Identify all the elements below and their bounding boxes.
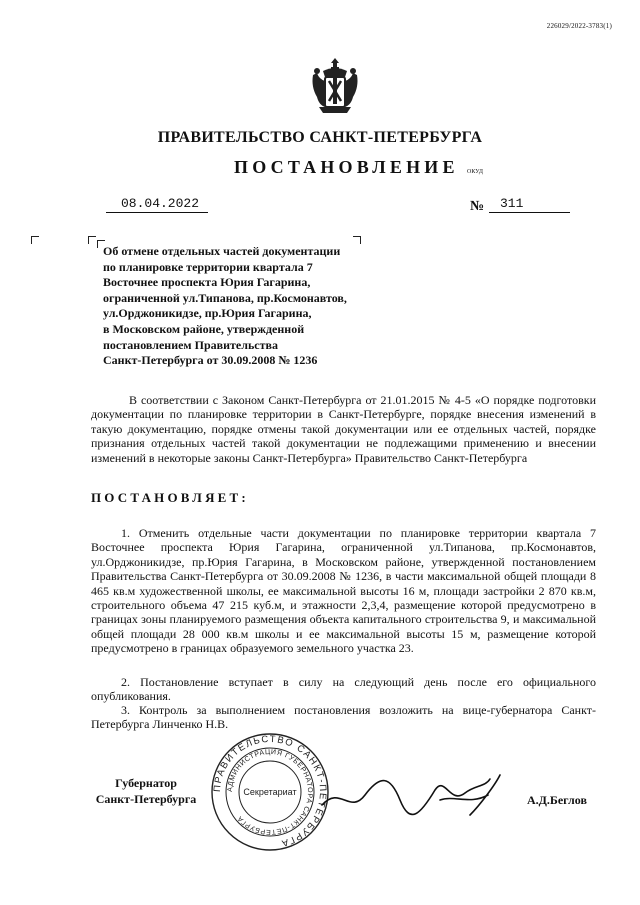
subject-line: в Московском районе, утвержденной bbox=[103, 321, 305, 336]
subject-line: Восточнее проспекта Юрия Гагарина, bbox=[103, 275, 311, 290]
position-line: Санкт-Петербурга bbox=[95, 792, 197, 806]
spb-coat-of-arms-icon bbox=[309, 57, 361, 117]
signatory-position bbox=[91, 775, 201, 807]
subject-line: ул.Орджоникидзе, пр.Юрия Гагарина, bbox=[103, 306, 312, 321]
number-sign: № bbox=[470, 199, 485, 214]
handwritten-signature bbox=[320, 765, 510, 825]
decree-heading: ПОСТАНОВЛЯЕТ: bbox=[91, 490, 249, 505]
stamp-center-text: Секретариат bbox=[243, 787, 297, 797]
subject-line: по планировке территории квартала 7 bbox=[103, 259, 313, 274]
government-title: ПРАВИТЕЛЬСТВО САНКТ-ПЕТЕРБУРГА bbox=[157, 129, 483, 146]
document-date: 08.04.2022 bbox=[121, 196, 200, 211]
subject-bracket-right bbox=[353, 236, 361, 244]
subject-line: ограниченной ул.Типанова, пр.Космонавтов, bbox=[103, 290, 347, 305]
subject-line: Об отмене отдельных частей документации bbox=[103, 244, 341, 258]
subject-line: постановлением Правительства bbox=[103, 337, 279, 352]
signer-name: А.Д.Беглов bbox=[527, 793, 587, 807]
official-seal bbox=[210, 732, 330, 852]
decree-item-1: 1. Отменить отдельные части документации по планировке территории квартала 7 Восточнее проспекта Юрия Гагарина, ограниченной ул.Типанова, пр.Космонавтов, ул.Орджоникидзе, пр.Юрия Гагарина, в Московском районе, утвержденной постановлением Правительства Санкт-Петербурга от 30.09.2008 № 1236, в части максимальной общей площади 8 465 кв.м художественной школы, ее максимальной высоты 16 м, площади застройки 2 870 кв.м, строительного объема 47 215 куб.м, и этажности 2,3,4, размещение которой предусмотрено в границах зоны планируемого размещения объекта капитального строительства 9, и максимальной общей площади 28 000 кв.м школы и ее максимальной высоты 15 м, размещение которой предусмотрено в границах образуемого земельного участка 23. bbox=[91, 526, 596, 656]
margin-bracket bbox=[31, 236, 39, 244]
document-type-title: ПОСТАНОВЛЕНИЕ bbox=[234, 157, 459, 177]
stamp-ring-text: АДМИНИСТРАЦИЯ ГУБЕРНАТОРА САНКТ-ПЕТЕРБУРГА bbox=[226, 748, 314, 836]
preamble-paragraph: В соответствии с Законом Санкт-Петербурга от 21.01.2015 № 4-5 «О порядке подготовки документации по планировке территории в Санкт-Петербурге, порядке внесения изменений в такую документацию, порядке отмены такой документации или ее отдельных частей, порядке признания отдельных частей такой документации не подлежащими применению и внесении изменений в некоторые законы Санкт-Петербурга» Правительство Санкт-Петербурга bbox=[91, 393, 596, 465]
decree-item-3: 3. Контроль за выполнением постановления возложить на вице-губернатора Санкт-Петербурга Линченко Н.В. bbox=[91, 703, 596, 732]
subject-bracket-left bbox=[88, 236, 96, 244]
decree-item-2: 2. Постановление вступает в силу на следующий день после его официального опубликования. bbox=[91, 675, 596, 704]
document-reference-number: 226029/2022-3783(1) bbox=[546, 22, 612, 30]
document-subject bbox=[103, 244, 378, 369]
okud-label: ОКУД bbox=[467, 169, 483, 175]
position-line: Губернатор bbox=[115, 776, 177, 790]
document-number: 311 bbox=[500, 196, 524, 211]
date-underline bbox=[106, 212, 208, 213]
subject-line: Санкт-Петербурга от 30.09.2008 № 1236 bbox=[103, 353, 318, 368]
stamp-outer-text: ПРАВИТЕЛЬСТВО САНКТ-ПЕТЕРБУРГА bbox=[211, 733, 329, 849]
number-underline bbox=[489, 212, 570, 213]
